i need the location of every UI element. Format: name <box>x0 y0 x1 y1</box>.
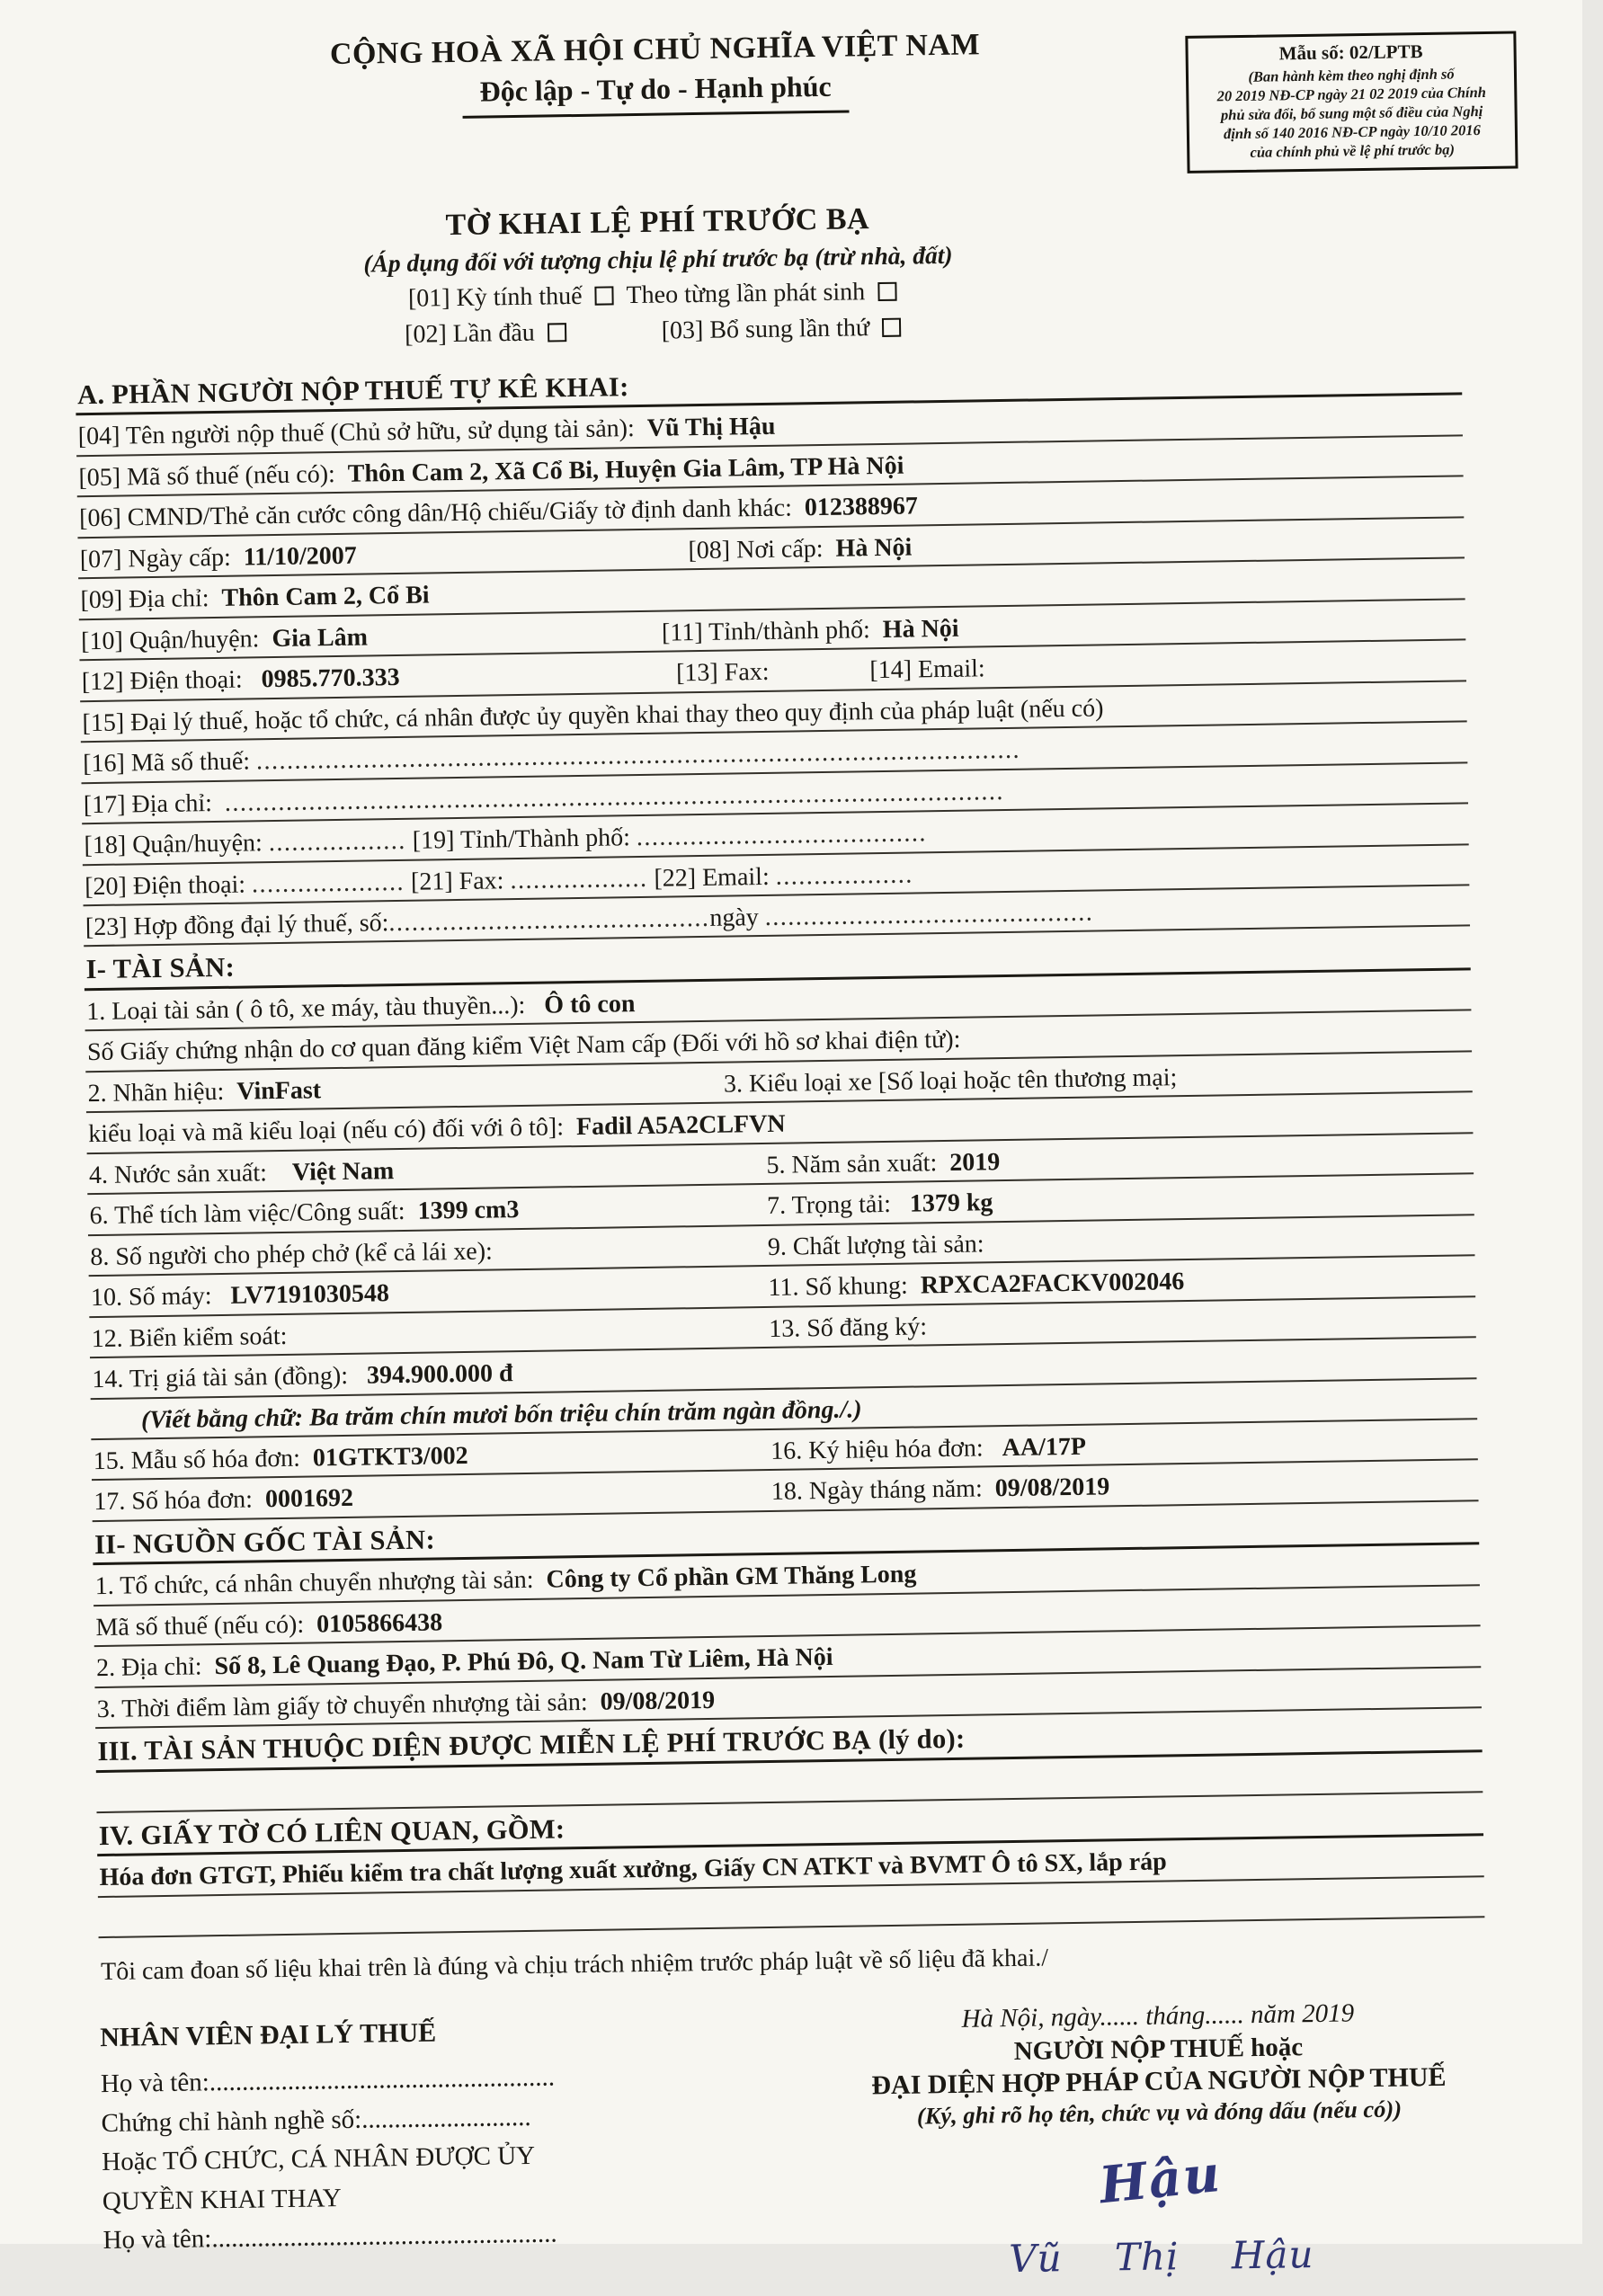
field-label: [07] Ngày cấp: <box>79 543 244 574</box>
field-value: 394.900.000 đ <box>366 1359 513 1390</box>
field-label: [22] Email: <box>647 862 776 893</box>
tax-agent-title: NHÂN VIÊN ĐẠI LÝ THUẾ <box>99 2017 437 2053</box>
form-box-note-line: 20 2019 NĐ-CP ngày 21 02 2019 của Chính <box>1216 84 1487 105</box>
field-dots: ........................................... <box>764 898 1094 931</box>
tax-agent-line: QUYỀN KHAI THAY <box>102 2183 342 2216</box>
field-label: [04] Tên người nộp thuế (Chủ sở hữu, sử dụng tài sản): <box>77 414 647 451</box>
field-value: Hóa đơn GTGT, Phiếu kiểm tra chất lượng xuất xưởng, Giấy CN ATKT và BVMT Ô tô SX, lắp ráp <box>99 1847 1167 1892</box>
field-label: [05] Mã số thuế (nếu có): <box>78 459 349 493</box>
document-subtitle: (Áp dụng đối với tượng chịu lệ phí trước bạ (trừ nhà, đất) <box>363 240 953 278</box>
field-label: [17] Địa chỉ: <box>83 788 226 819</box>
field-label: [09] Địa chỉ: <box>80 584 222 615</box>
field-label <box>98 1780 104 1808</box>
field-label: Số Giấy chứng nhận do cơ quan đăng kiểm Việt Nam cấp (Đối với hồ sơ khai điện tử): <box>86 1026 961 1067</box>
checkbox-per-occurrence-icon <box>877 282 896 301</box>
field-value: Ô tô con <box>544 989 636 1019</box>
taxpayer-signature-block <box>821 1998 1491 2284</box>
handwritten-signature-name: Vũ Thị Hậu <box>1008 2232 1314 2282</box>
field-label: 3. Thời điểm làm giấy tờ chuyển nhượng tài sản: <box>96 1687 601 1723</box>
field-value: Số 8, Lê Quang Đạo, P. Phú Đô, Q. Nam Từ Liêm, Hà Nội <box>214 1643 833 1681</box>
place-date-line: Hà Nội, ngày...... tháng...... năm 2019 <box>961 1998 1355 2034</box>
form-box-note-line: phủ sửa đổi, bổ sung một số điều của Nghị <box>1220 102 1483 124</box>
form-box-note-line: (Ban hành kèm theo nghị định số <box>1248 65 1455 85</box>
field-label: [14] Email: <box>869 654 985 685</box>
signer-role-line-2: ĐẠI DIỆN HỢP PHÁP CỦA NGƯỜI NỘP THUẾ <box>871 2062 1447 2101</box>
field-value: RPXCA2FACKV002046 <box>920 1268 1185 1300</box>
form-header <box>70 21 1487 200</box>
field-value: 0105866438 <box>316 1608 443 1639</box>
field-label: 18. Ngày tháng năm: <box>770 1474 995 1507</box>
field-value: 2019 <box>949 1147 1001 1177</box>
field-dots: .................. <box>268 826 407 858</box>
signer-role-line-1: NGƯỜI NỘP THUẾ hoặc <box>1013 2033 1304 2067</box>
field-label: Mã số thuế (nếu có): <box>95 1610 317 1642</box>
field-value: 09/08/2019 <box>994 1473 1110 1503</box>
field-value: Hà Nội <box>835 533 913 563</box>
field-label: [20] Điện thoại: <box>84 869 253 901</box>
field-value: 01GTKT3/002 <box>312 1441 468 1473</box>
field-value: Việt Nam <box>291 1156 395 1187</box>
field-value: 09/08/2019 <box>600 1686 716 1716</box>
field-value: 11/10/2007 <box>243 541 357 572</box>
field-label: ngày <box>709 903 766 932</box>
form-number: Mẫu số: 02/LPTB <box>1278 40 1423 65</box>
tax-agent-line: Hoặc TỔ CHỨC, CÁ NHÂN ĐƯỢC ỦY <box>102 2141 536 2177</box>
national-title: CỘNG HOÀ XÃ HỘI CHỦ NGHĨA VIỆT NAM <box>329 28 981 72</box>
field-label: 1. Tổ chức, cá nhân chuyển nhượng tài sản: <box>94 1565 547 1601</box>
field-label: [23] Hợp đồng đại lý thuế, số: <box>85 909 389 942</box>
field-dots: ...................................... <box>636 819 928 852</box>
field-label: 11. Số khung: <box>768 1271 922 1303</box>
field-value: (Viết bằng chữ: <box>140 1403 310 1434</box>
field-label: 2. Địa chỉ: <box>95 1652 215 1683</box>
field-dots: .......................................... <box>388 903 710 938</box>
field-03-label: [03] Bổ sung lần thứ <box>661 314 870 345</box>
field-label <box>100 1905 106 1933</box>
field-value: Gia Lâm <box>272 623 369 653</box>
field-label: [16] Mã số thuế: <box>82 747 257 779</box>
field-dots: .................... <box>251 868 405 898</box>
field-value: AA/17P <box>1002 1432 1087 1463</box>
field-label: 16. Ký hiệu hóa đơn: <box>770 1434 1002 1465</box>
field-value: 1399 cm3 <box>417 1196 520 1225</box>
per-occurrence-label: Theo từng lần phát sinh <box>626 278 866 310</box>
handwritten-signature: Hậu <box>1096 2144 1225 2216</box>
checkbox-tax-period-icon <box>594 286 613 305</box>
field-label: [19] Tỉnh/Thành phố: <box>405 823 637 855</box>
field-value: 0001692 <box>264 1484 354 1514</box>
checkbox-supplement-icon <box>882 318 901 337</box>
field-label: 17. Số hóa đơn: <box>94 1485 266 1517</box>
field-label: 3. Kiểu loại xe [Số loại hoặc tên thương mại; <box>723 1063 1178 1099</box>
field-label: kiểu loại và mã kiểu loại (nếu có) đối với ô tô]: <box>88 1113 577 1149</box>
field-label: 7. Trọng tải: <box>766 1189 911 1221</box>
first-time-row <box>165 309 1153 352</box>
section-heading: A. PHẦN NGƯỜI NỘP THUẾ TỰ KÊ KHAI: <box>76 352 1463 415</box>
field-label: 2. Nhãn hiệu: <box>87 1077 237 1108</box>
section-heading: II- NGUỒN GỐC TÀI SẢN: <box>93 1501 1480 1565</box>
field-value: Hà Nội <box>882 614 959 644</box>
form-number-box <box>1185 31 1518 173</box>
field-label: 15. Mẫu số hóa đơn: <box>93 1444 314 1476</box>
section-heading: I- TÀI SẢN: <box>84 927 1471 991</box>
tax-agent-block <box>100 2007 824 2295</box>
field-value: LV7191030548 <box>230 1279 390 1310</box>
field-02-label: [02] Lần đầu <box>404 318 535 349</box>
checkbox-first-time-icon <box>548 323 566 342</box>
signing-instruction: (Ký, ghi rõ họ tên, chức vụ và đóng dấu (nếu có)) <box>916 2095 1403 2130</box>
form-body <box>76 352 1485 1938</box>
tax-period-row <box>164 273 1153 316</box>
field-01-label: [01] Kỳ tính thuế <box>407 281 583 313</box>
field-value: Vũ Thị Hậu <box>646 413 776 443</box>
field-label: 9. Chất lượng tài sản: <box>767 1230 984 1261</box>
field-value: Thôn Cam 2, Cổ Bi <box>221 581 430 613</box>
tax-agent-line: Họ và tên:..................................................... <box>102 2219 557 2256</box>
field-label: [06] CMND/Thẻ căn cước công dân/Hộ chiếu/Giấy tờ định danh khác: <box>78 494 806 533</box>
field-label: [15] Đại lý thuế, hoặc tổ chức, cá nhân được ủy quyền khai thay theo quy định của pháp luật (nếu có) <box>82 694 1104 737</box>
field-dots: .................................................................................................... <box>255 735 1021 776</box>
tax-agent-line: Chứng chỉ hành nghề số:.......................... <box>101 2102 531 2138</box>
field-label: [21] Fax: <box>404 866 511 896</box>
motto-divider <box>463 110 850 118</box>
field-label: [12] Điện thoại: <box>81 665 262 697</box>
field-dots: ...................................................................................................... <box>224 777 1005 817</box>
field-label: 5. Năm sản xuất: <box>766 1148 950 1179</box>
field-label: 10. Số máy: <box>90 1281 231 1313</box>
national-motto: Độc lập - Tự do - Hạnh phúc <box>479 69 832 108</box>
section-heading: III. TÀI SẢN THUỘC DIỆN ĐƯỢC MIỄN LỆ PHÍ TRƯỚC BẠ (lý do): <box>95 1708 1483 1772</box>
field-value: Công ty Cổ phần GM Thăng Long <box>546 1560 917 1594</box>
field-dots: .................. <box>775 860 913 891</box>
form-box-note-line: của chính phủ về lệ phí trước bạ) <box>1250 140 1456 162</box>
field-value: 012388967 <box>804 492 919 522</box>
field-label: 4. Nước sản xuất: <box>88 1158 293 1189</box>
field-value: Ba trăm chín mươi bốn triệu chín trăm ngàn đồng./.) <box>308 1394 862 1432</box>
signature-footer <box>100 1998 1490 2295</box>
field-label: 8. Số người cho phép chở (kể cả lái xe): <box>90 1237 494 1271</box>
document-title: TỜ KHAI LỆ PHÍ TRƯỚC BẠ <box>445 202 870 243</box>
field-label: [13] Fax: <box>675 658 770 688</box>
field-label: 14. Trị giá tài sản (đồng): <box>92 1361 368 1394</box>
field-label: [10] Quận/huyện: <box>80 624 272 655</box>
field-value: Fadil A5A2CLFVN <box>575 1109 786 1142</box>
declaration-statement: Tôi cam đoan số liệu khai trên là đúng và chịu trách nhiệm trước pháp luật về số liệu đã khai./ <box>100 1944 1049 1987</box>
form-box-note-line: định số 140 2016 NĐ-CP ngày 10/10 2016 <box>1223 121 1481 143</box>
field-label: 1. Loại tài sản ( ô tô, xe máy, tàu thuyền...): <box>86 991 545 1027</box>
field-label: [08] Nơi cấp: <box>688 534 836 565</box>
field-value: 1379 kg <box>909 1188 993 1218</box>
field-value: VinFast <box>236 1076 322 1106</box>
field-value: 0985.770.333 <box>261 663 400 694</box>
field-label: 6. Thể tích làm việc/Công suất: <box>89 1197 418 1231</box>
field-label: 13. Số đăng ký: <box>768 1312 928 1343</box>
field-dots: .................. <box>510 864 648 894</box>
field-label: [18] Quận/huyện: <box>84 829 270 860</box>
section-heading: IV. GIẤY TỜ CÓ LIÊN QUAN, GỒM: <box>97 1793 1484 1856</box>
tax-agent-line: Họ và tên:..................................................... <box>100 2062 556 2099</box>
field-value: Thôn Cam 2, Xã Cổ Bi, Huyện Gia Lâm, TP Hà Nội <box>347 451 904 488</box>
field-label: [11] Tỉnh/thành phố: <box>661 615 884 647</box>
field-label: 12. Biển kiểm soát: <box>91 1322 288 1353</box>
